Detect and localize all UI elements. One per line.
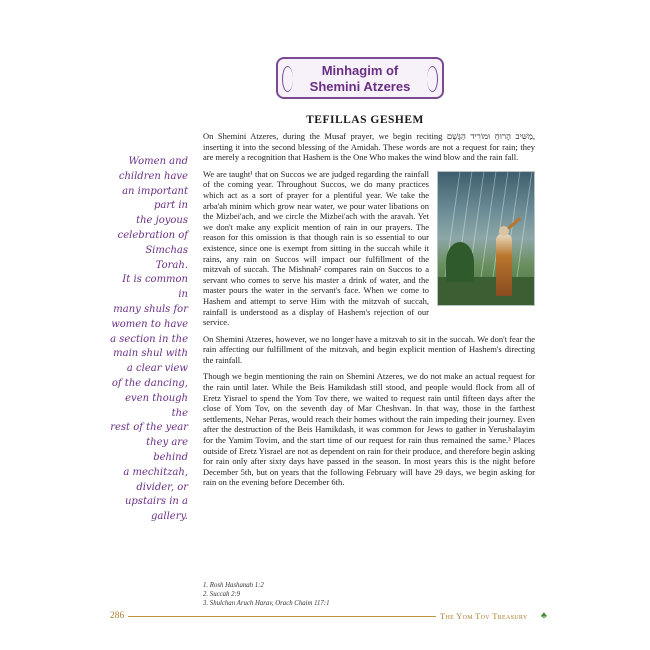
paragraph: On Shemini Atzeres, however, we no longer have a mitzvah to sit in the succah. We don't fear the rain affecting our fulfillment of the mitzvah, and begin explicit mention of Hashem's directing the rainfall. [203, 333, 535, 365]
page-number: 286 [110, 611, 125, 621]
sidebar-line: women to have [111, 318, 188, 330]
sidebar-line: children have [118, 170, 188, 182]
sidebar-line: Women and [128, 156, 188, 167]
sidebar-line: rest of the year [110, 422, 188, 434]
chapter-title-line-1: Minhagim of [321, 63, 399, 78]
sidebar-line: celebration of [117, 229, 188, 241]
chapter-title-box [276, 57, 444, 99]
footnote: 1. Rosh Hashanah 1:2 [203, 582, 264, 589]
sidebar-line: Simchas Torah. [145, 244, 188, 271]
footer-book-title: The Yom Tov Treasury [440, 611, 528, 621]
sidebar-line: a clear view [126, 363, 188, 375]
sidebar-line: the joyous [136, 215, 188, 227]
sidebar-quote [110, 155, 188, 525]
sidebar-line: upstairs in a [124, 496, 188, 508]
footer-rule [128, 616, 436, 617]
chapter-title-line-2: Shemini Atzeres [309, 79, 411, 94]
clover-icon: ♣ [541, 610, 547, 620]
sidebar-line: divider, or [136, 481, 188, 493]
sidebar-line: a section in the [110, 333, 188, 345]
sidebar-line: a mechitzah, [123, 466, 188, 478]
paragraph: Though we begin mentioning the rain on Shemini Atzeres, we do not make an actual request for the rain until later. While the Beis Hamikdash still stood, and people would flock from all of Eretz Yisrael to spend the Yom Tov there, we waited to request rain until fifteen days after the close of Yom Tov, on the seventh day of Mar Cheshvan. In that way, those in the farthest settlements, Nehar Peras, would reach their homes without the rain impeding their journey. Even after the destruction of the Beis Hamikdash, it was common for Jews to gather in Yerushalayim for the Yamim Tovim, and the start time of our request for rain thus remained the same.³ Places outside of Eretz Yisrael are not as dependent on rain for their produce, and therefore begin asking for rain only after sixty days have passed in the season. In most years this is the night before December 5th, but on years that the following February will have 29 days, we begin asking for rain on the evening before December 6th. [203, 371, 535, 488]
sidebar-line: they are behind [146, 437, 188, 463]
sidebar-line: main shul with [113, 348, 188, 360]
rain-illustration [437, 171, 535, 306]
footnote: 3. Shulchan Aruch Harav, Orach Chaim 117:1 [203, 600, 330, 607]
sidebar-line: part in [154, 200, 188, 212]
main-text [203, 131, 535, 494]
sidebar-line: gallery. [151, 511, 188, 523]
section-heading: TEFILLAS GESHEM [306, 114, 424, 126]
paragraph: On Shemini Atzeres, during the Musaf prayer, we begin reciting מַשִּׁיב הָרוּחַ וּמוֹרִיד הַגָּשֶׁם, inserting it into the second blessing of the Amidah. These words are not a request for rain; they are merely a recognition that Hashem is the One Who makes the wind blow and the rain fall. [203, 131, 535, 163]
sidebar-line: of the dancing, [111, 377, 188, 389]
sidebar-line: even though the [125, 392, 188, 419]
sidebar-line: many shuls for [113, 303, 188, 315]
sidebar-line: It is common in [122, 274, 188, 301]
sidebar-line: an important [122, 185, 188, 197]
footnote: 2. Succah 2:9 [203, 591, 241, 598]
paragraph: We are taught¹ that on Succos we are judged regarding the rainfall of the coming year. Throughout Succos, we do many practices which act as a sort of prayer for a plentiful year. We take the arba'ah minim which grow near water, we pour water libations on the Mizbei'ach, and we circle the Mizbei'ach with the aravah. Yet we don't make any explicit mention of rain in our prayers. The reason for this omission is that though rain is so essential to our existence, since one is exempt from sitting in the succah while it rains, any rain on Succos will impact our fulfillment of the mitzvah of succah. The Mishnah² compares rain on Succos to a servant who comes to serve his master a drink of water, and the master pours the water in the servant's face. When we come to Hashem and attempt to serve Him with the mitzvah of succah, rainfall is understood as a display of Hashem's rejection of our service. [203, 168, 429, 328]
footnotes [203, 581, 503, 608]
